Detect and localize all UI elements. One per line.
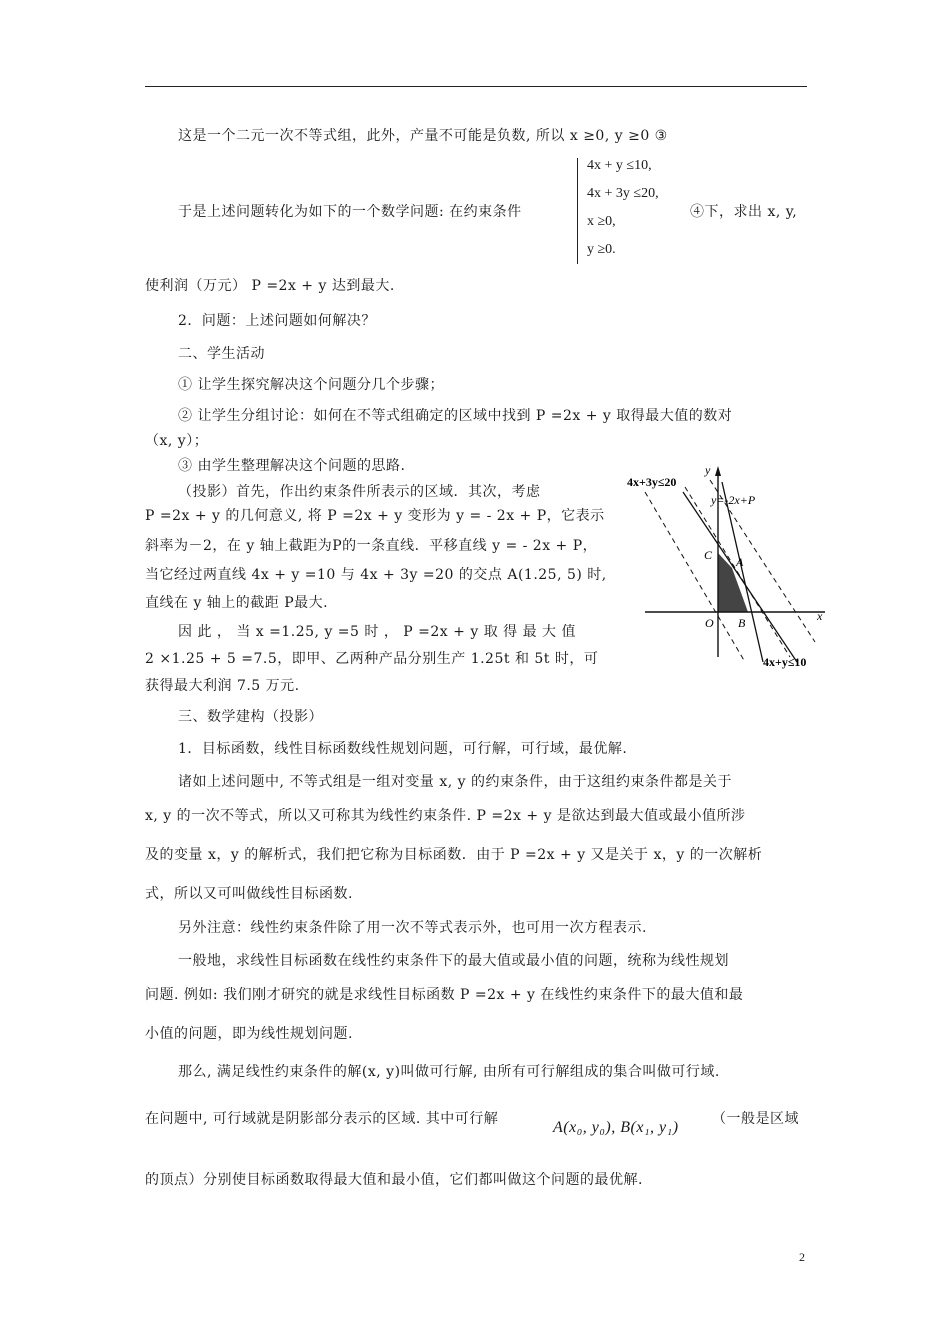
- system-row-3: x ≥0,: [587, 214, 616, 229]
- feasible-region-figure: [625, 462, 840, 677]
- text-line-7: ② 让学生分组讨论：如何在不等式组确定的区域中找到 P =2x + y 取得最大值的数对: [178, 408, 733, 424]
- label-point-a: A: [736, 555, 744, 569]
- label-4x-3y-20: 4x+3y≤20: [627, 475, 677, 489]
- label-point-b: B: [738, 616, 746, 630]
- text-line-21: x, y 的一次不等式，所以又可称其为线性约束条件. P =2x + y 是欲达到最大值或最小值所涉: [145, 808, 746, 824]
- level-line-2: [685, 487, 790, 657]
- text-line-26: 问题. 例如: 我们刚才研究的就是求线性目标函数 P =2x + y 在线性约束条件下的最大值和最: [145, 987, 744, 1003]
- text-line-4: 2．问题：上述问题如何解决？: [178, 313, 376, 329]
- text-line-6: ① 让学生探究解决这个问题分几个步骤；: [178, 377, 444, 393]
- text-line-16: 2 ×1.25 + 5 =7.5，即甲、乙两种产品分别生产 1.25t 和 5t 时，可: [145, 651, 599, 667]
- label-y-axis: y: [705, 463, 711, 477]
- text-line-27: 小值的问题，即为线性规划问题.: [145, 1026, 353, 1042]
- text-line-23: 式，所以又可叫做线性目标函数.: [145, 886, 353, 902]
- header-rule: [145, 86, 807, 87]
- text-line-11: P =2x + y 的几何意义, 将 P =2x + y 变形为 y = - 2x + P，它表示: [145, 508, 605, 524]
- text-line-2: 于是上述问题转化为如下的一个数学问题: 在约束条件: [178, 204, 522, 220]
- text-line-3: 使利润（万元） P =2x + y 达到最大.: [145, 278, 395, 294]
- optimal-points-formula: A(x₀, y₀), B(x₁, y₁): [553, 1119, 679, 1136]
- text-line-10: （投影）首先，作出约束条件所表示的区域．其次，考虑: [178, 484, 541, 500]
- line-4x-plus-3y-20: [683, 492, 797, 662]
- system-row-1: 4x + y ≤10,: [587, 158, 652, 173]
- text-line-9: ③ 由学生整理解决这个问题的思路.: [178, 458, 406, 474]
- text-line-17: 获得最大利润 7.5 万元.: [145, 678, 300, 694]
- text-line-29: 在问题中, 可行域就是阴影部分表示的区域. 其中可行解: [145, 1111, 499, 1127]
- text-line-19: 1．目标函数，线性目标函数线性规划问题，可行解，可行域，最优解.: [178, 741, 628, 757]
- text-line-20: 诸如上述问题中, 不等式组是一组对变量 x, y 的约束条件，由于这组约束条件都是关于: [178, 774, 733, 790]
- system-brace: [577, 158, 584, 264]
- text-line-22: 及的变量 x，y 的解析式，我们把它称为目标函数．由于 P =2x + y 又是关于 x，y 的一次解析: [145, 847, 763, 863]
- label-x-axis: x: [817, 609, 823, 623]
- section-heading-2: 二、学生活动: [178, 346, 265, 362]
- text-line-12: 斜率为－2，在 y 轴上截距为P的一条直线．平移直线 y = - 2x + P，: [145, 538, 598, 554]
- system-row-2: 4x + 3y ≤20,: [587, 186, 659, 201]
- text-line-24: 另外注意：线性约束条件除了用一次不等式表示外，也可用一次方程表示.: [178, 920, 647, 936]
- label-origin: O: [705, 616, 714, 630]
- text-line-15: 因 此 ， 当 x =1.25, y =5 时 ， P =2x + y 取 得 最 大 值: [178, 624, 576, 640]
- system-row-4: y ≥0.: [587, 242, 616, 257]
- text-line-13: 当它经过两直线 4x + y =10 与 4x + 3y =20 的交点 A(1.25, 5) 时,: [145, 567, 607, 583]
- label-point-c: C: [704, 548, 713, 562]
- text-line-30: 的顶点）分别使目标函数取得最大值和最小值，它们都叫做这个问题的最优解.: [145, 1172, 643, 1188]
- text-line-14: 直线在 y 轴上的截距 P最大.: [145, 595, 329, 611]
- section-heading-3: 三、数学建构（投影）: [178, 709, 323, 725]
- text-line-2b: ④下，求出 x, y,: [690, 204, 798, 220]
- text-line-29b: （一般是区域: [712, 1111, 799, 1127]
- page-number: 2: [799, 1250, 805, 1264]
- y-axis-arrow-icon: [715, 466, 721, 476]
- label-level-line: y=-2x+P: [711, 493, 756, 507]
- label-4x-y-10: 4x+y≤10: [763, 655, 807, 669]
- text-line-1: 这是一个二元一次不等式组，此外，产量不可能是负数, 所以 x ≥0, y ≥0 ③: [178, 128, 668, 144]
- text-line-28: 那么, 满足线性约束条件的解(x, y)叫做可行解, 由所有可行解组成的集合叫做可行域.: [178, 1064, 720, 1080]
- constraint-system: [577, 156, 687, 268]
- text-line-8: （x, y）；: [145, 433, 209, 449]
- text-line-25: 一般地，求线性目标函数在线性约束条件下的最大值或最小值的问题，统称为线性规划: [178, 953, 729, 969]
